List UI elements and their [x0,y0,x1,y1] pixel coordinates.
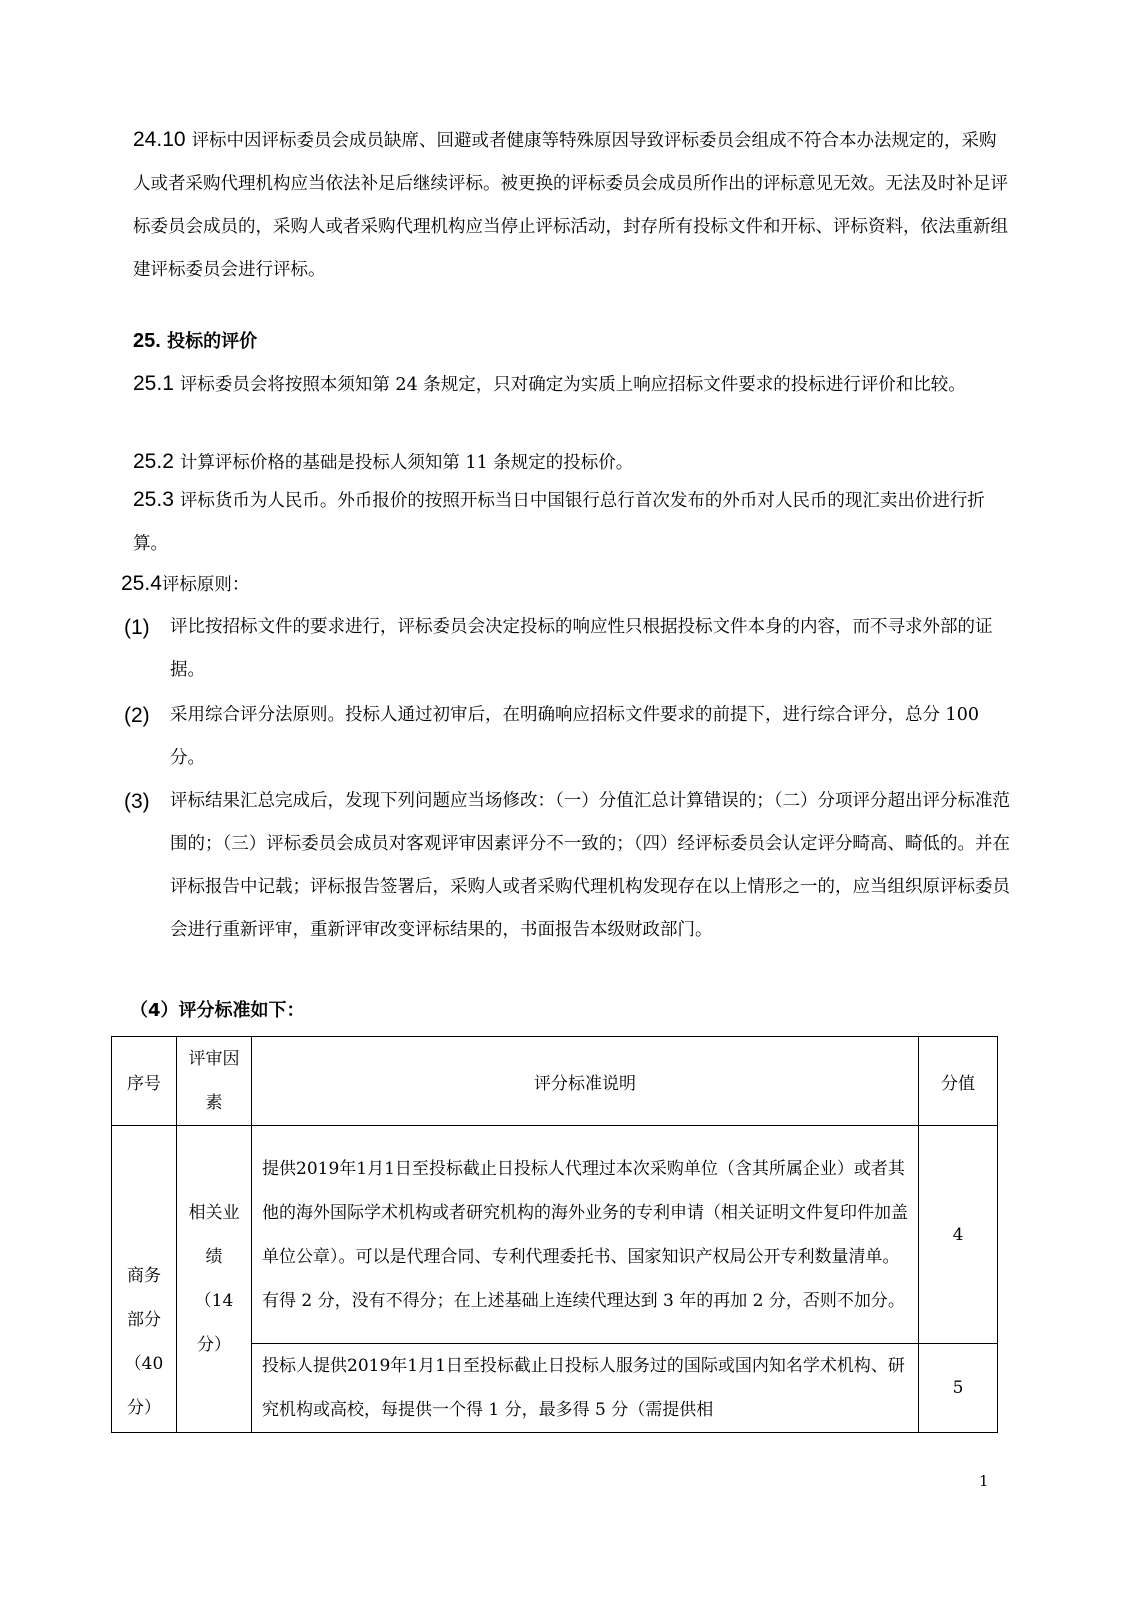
section-24-10 [133,118,1013,292]
principle-label: (2) [124,704,150,727]
clause-text: 评标货币为人民币。外币报价的按照开标当日中国银行总行首次发布的外币对人民币的现汇卖出价进行折算。 [133,491,985,554]
principle-text: 评标结果汇总完成后，发现下列问题应当场修改：（一）分值汇总计算错误的；（二）分项评分超出评分标准范围的；（三）评标委员会成员对客观评审因素评分不一致的；（四）经评标委员会认定评分畸高、畸低的。并在评标报告中记载；评标报告签署后，采购人或者采购代理机构发现存在以上情形之一的，应当组织原评标委员会进行重新评审，重新评审改变评标结果的，书面报告本级财政部门。 [170,791,1010,940]
clause-25-4 [121,562,1001,607]
desc-cell: 投标人提供2019年1月1日至投标截止日投标人服务过的国际或国内知名学术机构、研究机构或高校，每提供一个得 1 分，最多得 5 分（需提供相 [252,1344,919,1433]
clause-number: 25.3 [133,488,174,511]
score-cell: 4 [919,1126,998,1344]
header-no: 序号 [112,1037,177,1126]
header-factor: 评审因素 [177,1037,252,1126]
clause-25-1 [133,362,1013,407]
score-cell: 5 [919,1344,998,1433]
section-cell: 商务部分（40分） [112,1126,177,1433]
section-number: 24.10 [133,128,186,151]
principle-label: (1) [124,616,150,639]
header-score: 分值 [919,1037,998,1126]
section-number: 25. [133,330,161,352]
section-text: 评标中因评标委员会成员缺席、回避或者健康等特殊原因导致评标委员会组成不符合本办法规定的，采购人或者采购代理机构应当依法补足后继续评标。被更换的评标委员会成员所作出的评标意见无效。无法及时补足评标委员会成员的，采购人或者采购代理机构应当停止评标活动，封存所有投标文件和开标、评标资料，依法重新组建评标委员会进行评标。 [133,131,1008,280]
criteria-heading: （4）评分标准如下： [130,1000,305,1021]
table-row [112,1126,998,1344]
clause-text: 评标委员会将按照本须知第 24 条规定，只对确定为实质上响应招标文件要求的投标进行评价和比较。 [179,375,966,395]
header-desc: 评分标准说明 [252,1037,919,1126]
principle-text: 评比按招标文件的要求进行，评标委员会决定投标的响应性只根据投标文件本身的内容，而不寻求外部的证据。 [170,617,993,680]
factor-cell: 相关业绩（14分） [177,1126,252,1433]
clause-25-3 [133,478,1013,566]
page-number: 1 [979,1472,989,1490]
clause-text: 计算评标价格的基础是投标人须知第 11 条规定的投标价。 [179,453,634,473]
principle-3 [124,780,1014,952]
principle-2 [124,694,1014,780]
clause-number: 25.2 [133,450,174,473]
table-header-row [112,1037,998,1126]
scoring-table [111,1036,998,1433]
section-25-heading [133,327,257,353]
clause-text: 评标原则： [161,575,250,595]
principle-1 [124,606,1014,692]
clause-number: 25.1 [133,372,174,395]
desc-cell: 提供2019年1月1日至投标截止日投标人代理过本次采购单位（含其所属企业）或者其他的海外国际学术机构或者研究机构的海外业务的专利申请（相关证明文件复印件加盖单位公章）。可以是代理合同、专利代理委托书、国家知识产权局公开专利数量清单。有得 2 分，没有不得分；在上述基础上连续代理达到 3 年的再加 2 分，否则不加分。 [252,1126,919,1344]
principle-label: (3) [124,790,150,813]
principle-text: 采用综合评分法原则。投标人通过初审后，在明确响应招标文件要求的前提下，进行综合评分，总分 100 分。 [170,705,979,768]
clause-number: 25.4 [121,572,162,595]
section-title: 投标的评价 [167,331,258,352]
